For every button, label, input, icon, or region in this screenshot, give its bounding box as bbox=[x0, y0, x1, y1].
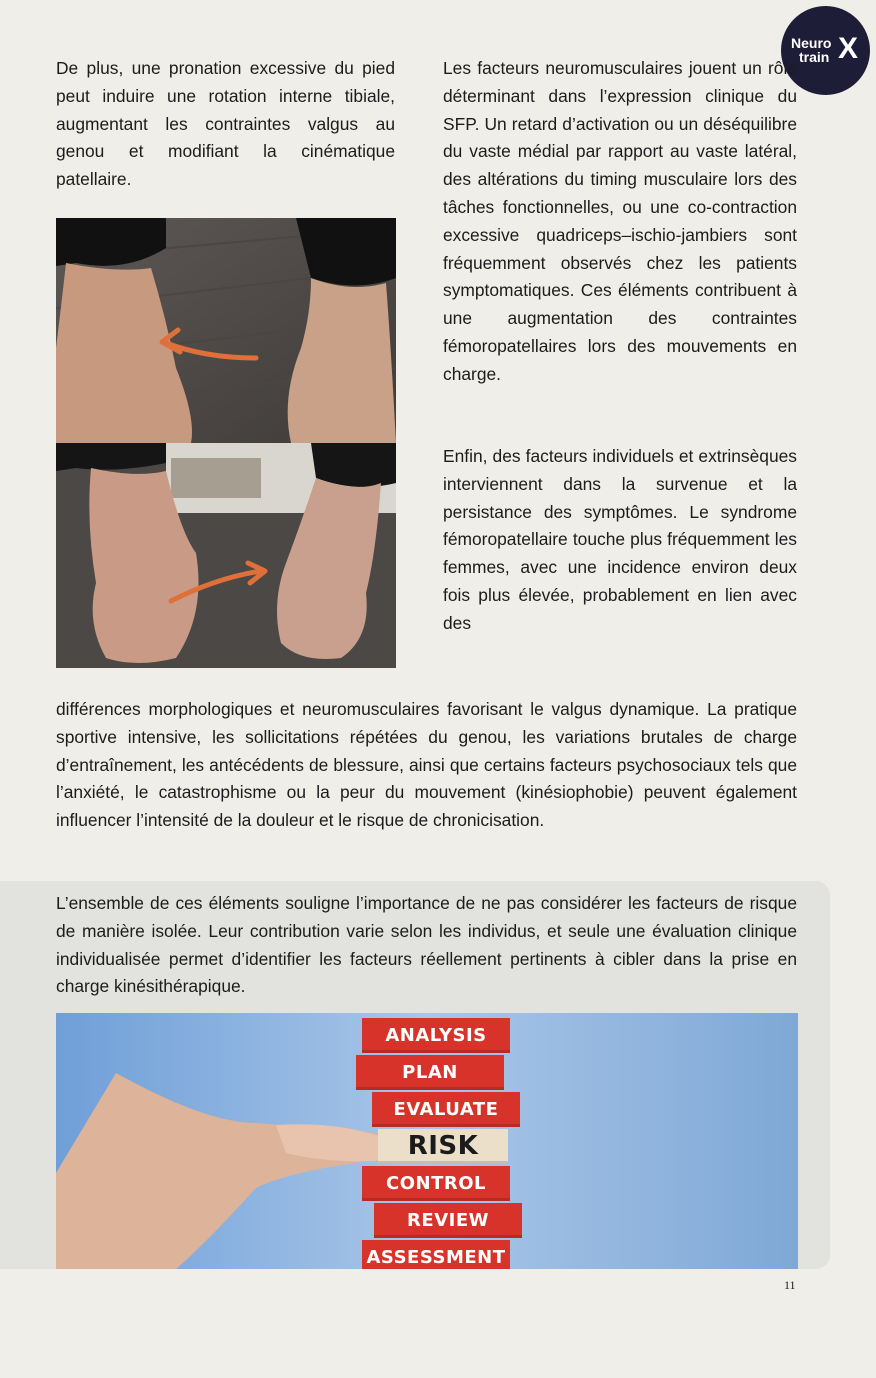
logo-text-neuro: Neuro bbox=[791, 35, 832, 51]
individual-factors-paragraph: Enfin, des facteurs individuels et extrinsèques interviennent dans la survenue et la persistance des symptômes. Le syndrome fémoropatellaire touche plus fréquemment les femmes, avec une incidence environ deux fois plus élevée, probablement en lien avec des bbox=[443, 446, 797, 633]
logo-mark-x: X bbox=[838, 32, 859, 65]
block-analysis: ANALYSIS bbox=[362, 1018, 510, 1053]
foot-pronation-photo bbox=[56, 218, 396, 443]
logo-text-train: train bbox=[799, 49, 830, 65]
page-number: 11 bbox=[784, 1278, 796, 1292]
risk-blocks-photo bbox=[56, 1013, 798, 1269]
heel-valgus-photo bbox=[56, 443, 396, 668]
pronation-paragraph: De plus, une pronation excessive du pied peut induire une rotation interne tibiale, augmentant les contraintes valgus au genou et modifiant la cinématique patellaire. bbox=[56, 58, 395, 190]
neuromuscular-paragraph: Les facteurs neuromusculaires jouent un rôle déterminant dans l’expression clinique du SFP. Un retard d’activation ou un déséquilibre du vaste médial par rapport au vaste latéral, des altérations du timing musculaire lors des tâches fonctionnelles, ou une co-contraction excessive quadriceps–ischio-jambiers sont fréquemment observés chez les patients symptomatiques. Ces éléments contribuent à une augmentation des contraintes fémoropatellaires lors des mouvements en charge. bbox=[443, 58, 797, 384]
summary-paragraph: L’ensemble de ces éléments souligne l’importance de ne pas considérer les facteurs de risque de manière isolée. Leur contribution varie selon les individus, et seule une évaluation clinique individualisée permet d’identifier les facteurs réellement pertinents à cibler dans la prise en charge kinésithérapique. bbox=[56, 893, 797, 997]
block-plan: PLAN bbox=[356, 1055, 504, 1090]
block-control: CONTROL bbox=[362, 1166, 510, 1201]
block-risk: RISK bbox=[378, 1129, 508, 1164]
continuation-paragraph: différences morphologiques et neuromusculaires favorisant le valgus dynamique. La pratique sportive intensive, les sollicitations répétées du genou, les variations brutales de charge d’entraînement, les antécédents de blessure, ainsi que certains facteurs psychosociaux tels que l’anxiété, le catastrophisme ou la peur du mouvement (kinésiophobie) peuvent également influencer l’intensité de la douleur et le risque de chronicisation. bbox=[56, 699, 797, 831]
block-evaluate: EVALUATE bbox=[372, 1092, 520, 1127]
block-review: REVIEW bbox=[374, 1203, 522, 1238]
block-assessment: ASSESSMENT bbox=[362, 1240, 510, 1269]
